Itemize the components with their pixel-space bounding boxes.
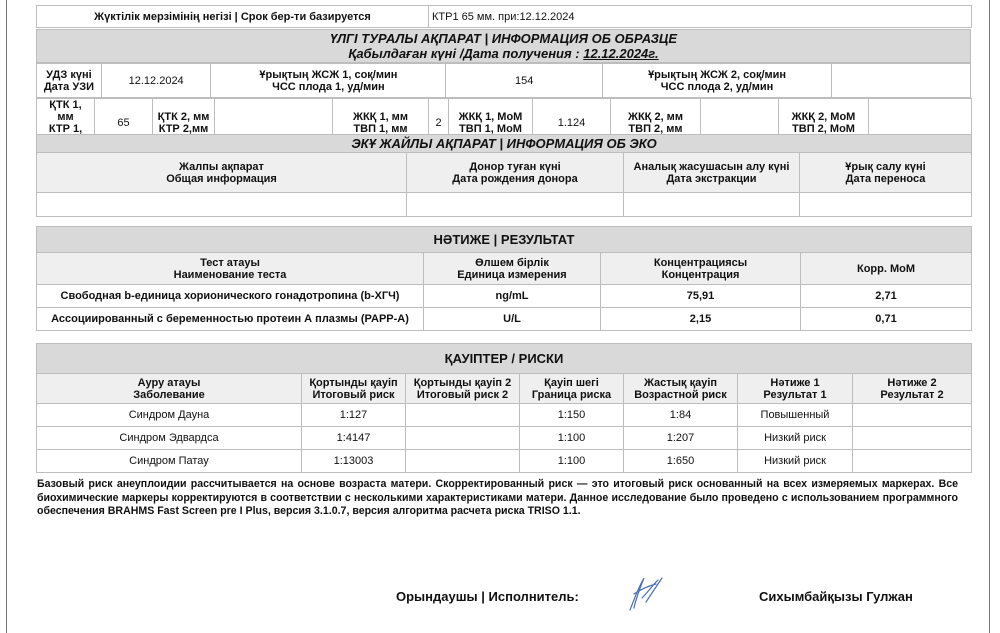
risk-result1: Повышенный	[738, 404, 853, 427]
result-mom: 2,71	[801, 285, 972, 308]
eco-cell	[37, 193, 407, 217]
sample-title: ҮЛГІ ТУРАЛЫ АҚПАРАТ | ИНФОРМАЦИЯ ОБ ОБРАЗЦЕ	[329, 31, 678, 46]
hr1-value: 154	[446, 64, 603, 98]
hr2-label: Ұрықтың ЖСЖ 2, соқ/мин ЧСС плода 2, уд/мин	[602, 64, 831, 98]
risk-final: 1:127	[302, 404, 406, 427]
table-row	[37, 308, 972, 331]
risk-cutoff: 1:100	[520, 450, 624, 473]
risk-final: 1:13003	[302, 450, 406, 473]
eco-col-extraction: Аналық жасушасын алу күні Дата экстракции	[624, 153, 800, 193]
eco-cell	[800, 193, 972, 217]
handwritten-signature	[622, 574, 666, 614]
risk-final2	[406, 450, 520, 473]
tvp1mom-value: 1.124	[533, 99, 611, 148]
result-unit: U/L	[424, 308, 601, 331]
tvp1-label: ЖКҚ 1, мм ТВП 1, мм	[333, 99, 429, 148]
result-test: Свободная b-единица хорионического гонадотропина (b-ХГЧ)	[37, 285, 424, 308]
risk-disease: Синдром Дауна	[37, 404, 302, 427]
result-table	[36, 226, 972, 331]
tvp1mom-label: ЖКҚ 1, МоМ ТВП 1, МоМ	[449, 99, 533, 148]
risk-header-age: Жастық қауіп Возрастной риск	[624, 374, 738, 404]
risk-cutoff: 1:150	[520, 404, 624, 427]
risk-result2	[853, 427, 972, 450]
risk-final2	[406, 404, 520, 427]
result-conc: 2,15	[601, 308, 801, 331]
result-test: Ассоциированный с беременностью протеин А плазмы (PAPP-A)	[37, 308, 424, 331]
sample-header	[36, 29, 971, 63]
eco-title: ЭКҰ ЖАЙЛЫ АҚПАРАТ | ИНФОРМАЦИЯ ОБ ЭКО	[37, 135, 972, 153]
ktr1-value: 65	[95, 99, 153, 148]
eco-cell	[624, 193, 800, 217]
footnote: Базовый риск анеуплоидии рассчитывается на основе возраста матери. Скорректированный риск — это итоговый риск основанный на всех измеряемых маркерах. Все биохимические маркеры корректируются в соответствии с несколькими характеристиками матери. Данное исследование было проведено с использованием программного обеспечения BRAHMS Fast Screen pre I Plus, версия 3.1.0.7, версия алгоритма расчета риска TRISO 1.1.	[37, 478, 958, 517]
eco-col-transfer: Ұрық салу күні Дата переноса	[800, 153, 972, 193]
ktr1-label: ҚТК 1, мм КТР 1,	[37, 99, 95, 148]
result-unit: ng/mL	[424, 285, 601, 308]
term-value: КТР1 65 мм. при:12.12.2024	[429, 6, 972, 28]
result-title: НӘТИЖЕ | РЕЗУЛЬТАТ	[37, 227, 972, 253]
tvp2-label: ЖКҚ 2, мм ТВП 2, мм	[611, 99, 701, 148]
risk-result1: Низкий риск	[738, 427, 853, 450]
ktr2-label: ҚТК 2, мм КТР 2,мм	[153, 99, 215, 148]
tvp2mom-label: ЖКҚ 2, МоМ ТВП 2, МоМ	[779, 99, 869, 148]
tvp1-value: 2	[429, 99, 449, 148]
risk-header-result1: Нәтиже 1 Результат 1	[738, 374, 853, 404]
risk-header-final: Қортынды қауіп Итоговый риск	[302, 374, 406, 404]
term-label: Жүктілік мерзімінің негізі | Срок бер-ти базируется	[37, 6, 429, 28]
table-row	[37, 427, 972, 450]
result-header-conc: Концентрациясы Концентрация	[601, 253, 801, 285]
result-conc: 75,91	[601, 285, 801, 308]
risk-age: 1:84	[624, 404, 738, 427]
term-table	[36, 5, 972, 28]
risk-result2	[853, 404, 972, 427]
eco-col-general: Жалпы ақпарат Общая информация	[37, 153, 407, 193]
table-row	[37, 450, 972, 473]
sample-table	[36, 63, 971, 98]
risk-age: 1:650	[624, 450, 738, 473]
risk-cutoff: 1:100	[520, 427, 624, 450]
eco-cell	[407, 193, 624, 217]
hr2-value	[832, 64, 971, 98]
risks-title: ҚАУІПТЕР / РИСКИ	[37, 344, 972, 374]
risk-header-cutoff: Қауіп шегі Граница риска	[520, 374, 624, 404]
risk-result2	[853, 450, 972, 473]
risks-table	[36, 343, 972, 473]
eco-col-donor-birth: Донор туған күні Дата рождения донора	[407, 153, 624, 193]
hr1-label: Ұрықтың ЖСЖ 1, соқ/мин ЧСС плода 1, уд/мин	[211, 64, 446, 98]
result-header-test: Тест атауы Наименование теста	[37, 253, 424, 285]
risk-header-result2: Нәтиже 2 Результат 2	[853, 374, 972, 404]
risk-header-final2: Қортынды қауіп 2 Итоговый риск 2	[406, 374, 520, 404]
risk-header-disease: Ауру атауы Заболевание	[37, 374, 302, 404]
uzi-value: 12.12.2024	[101, 64, 211, 98]
result-mom: 0,71	[801, 308, 972, 331]
risk-final2	[406, 427, 520, 450]
uzi-label: УДЗ күні Дата УЗИ	[37, 64, 102, 98]
risk-age: 1:207	[624, 427, 738, 450]
eco-table	[36, 134, 972, 217]
risk-final: 1:4147	[302, 427, 406, 450]
result-header-unit: Өлшем бірлік Единица измерения	[424, 253, 601, 285]
table-row	[37, 404, 972, 427]
risk-result1: Низкий риск	[738, 450, 853, 473]
risk-disease: Синдром Эдвардса	[37, 427, 302, 450]
executor-name: Сихымбайқызы Гулжан	[759, 589, 913, 604]
signature-label: Орындаушы | Исполнитель:	[396, 589, 579, 604]
received-line	[40, 46, 967, 61]
result-header-mom: Корр. МоМ	[801, 253, 972, 285]
received-date: 12.12.2024г.	[583, 46, 659, 61]
table-row	[37, 285, 972, 308]
received-prefix: Қабылдаған күні /Дата получения :	[348, 46, 584, 61]
risk-disease: Синдром Патау	[37, 450, 302, 473]
